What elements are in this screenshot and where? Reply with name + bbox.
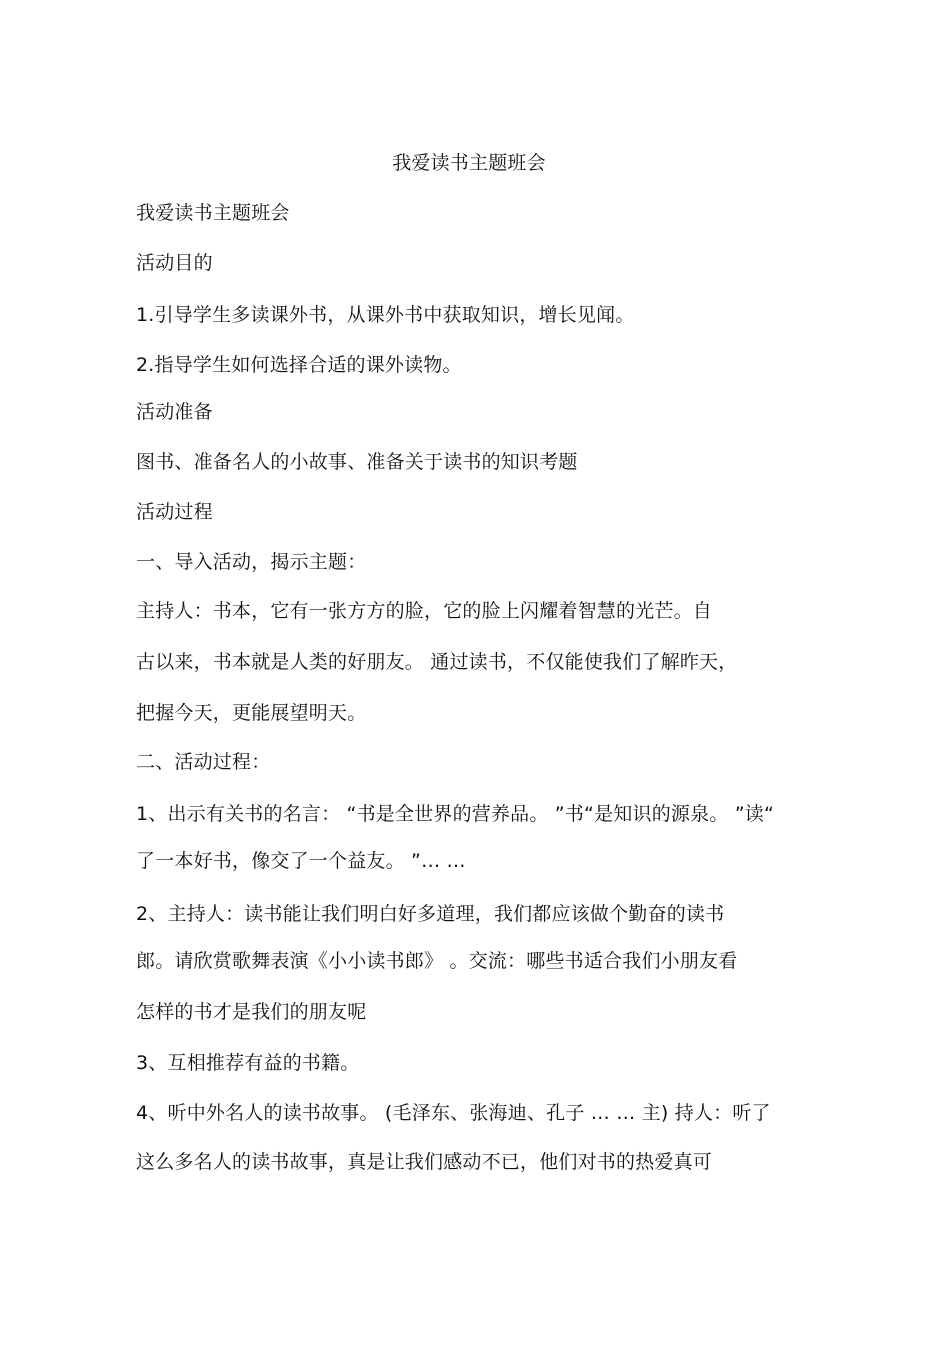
text-line-9: 主持人：书本，它有一张方方的脸，它的脸上闪耀着智慧的光芒。自	[136, 600, 713, 622]
text-line-17: 怎样的书才是我们的朋友呢	[136, 1001, 367, 1023]
text-line-5: 活动准备	[136, 401, 213, 423]
text-line-4: 2.指导学生如何选择合适的课外读物。	[136, 354, 462, 376]
text-line-3: 1.引导学生多读课外书，从课外书中获取知识，增长见闻。	[136, 304, 635, 326]
text-line-20: 这么多名人的读书故事，真是让我们感动不已，他们对书的热爱真可	[136, 1151, 713, 1173]
text-line-16: 郎。请欣赏歌舞表演《小小读书郎》 。交流：哪些书适合我们小朋友看	[136, 950, 738, 972]
text-line-1: 我爱读书主题班会	[136, 202, 290, 224]
text-line-18: 3、互相推荐有益的书籍。	[136, 1052, 360, 1074]
document-title: 我爱读书主题班会	[392, 152, 546, 174]
text-line-6: 图书、准备名人的小故事、准备关于读书的知识考题	[136, 451, 578, 473]
text-line-7: 活动过程	[136, 501, 213, 523]
text-line-2: 活动目的	[136, 252, 213, 274]
text-line-10: 古以来，书本就是人类的好朋友。 通过读书，不仅能使我们了解昨天，	[136, 651, 738, 673]
text-line-11: 把握今天，更能展望明天。	[136, 702, 367, 724]
text-line-13: 1、出示有关书的名言： “书是全世界的营养品。 ”书“是知识的源泉。 ”读“	[136, 803, 775, 825]
text-line-19: 4、听中外名人的读书故事。 (毛泽东、张海迪、孔子 … … 主) 持人：听了	[136, 1102, 771, 1124]
text-line-12: 二、活动过程：	[136, 751, 271, 773]
text-line-8: 一、导入活动，揭示主题：	[136, 551, 367, 573]
text-line-15: 2、主持人：读书能让我们明白好多道理，我们都应该做个勤奋的读书	[136, 903, 725, 925]
text-line-14: 了一本好书，像交了一个益友。 ”… …	[136, 850, 466, 872]
